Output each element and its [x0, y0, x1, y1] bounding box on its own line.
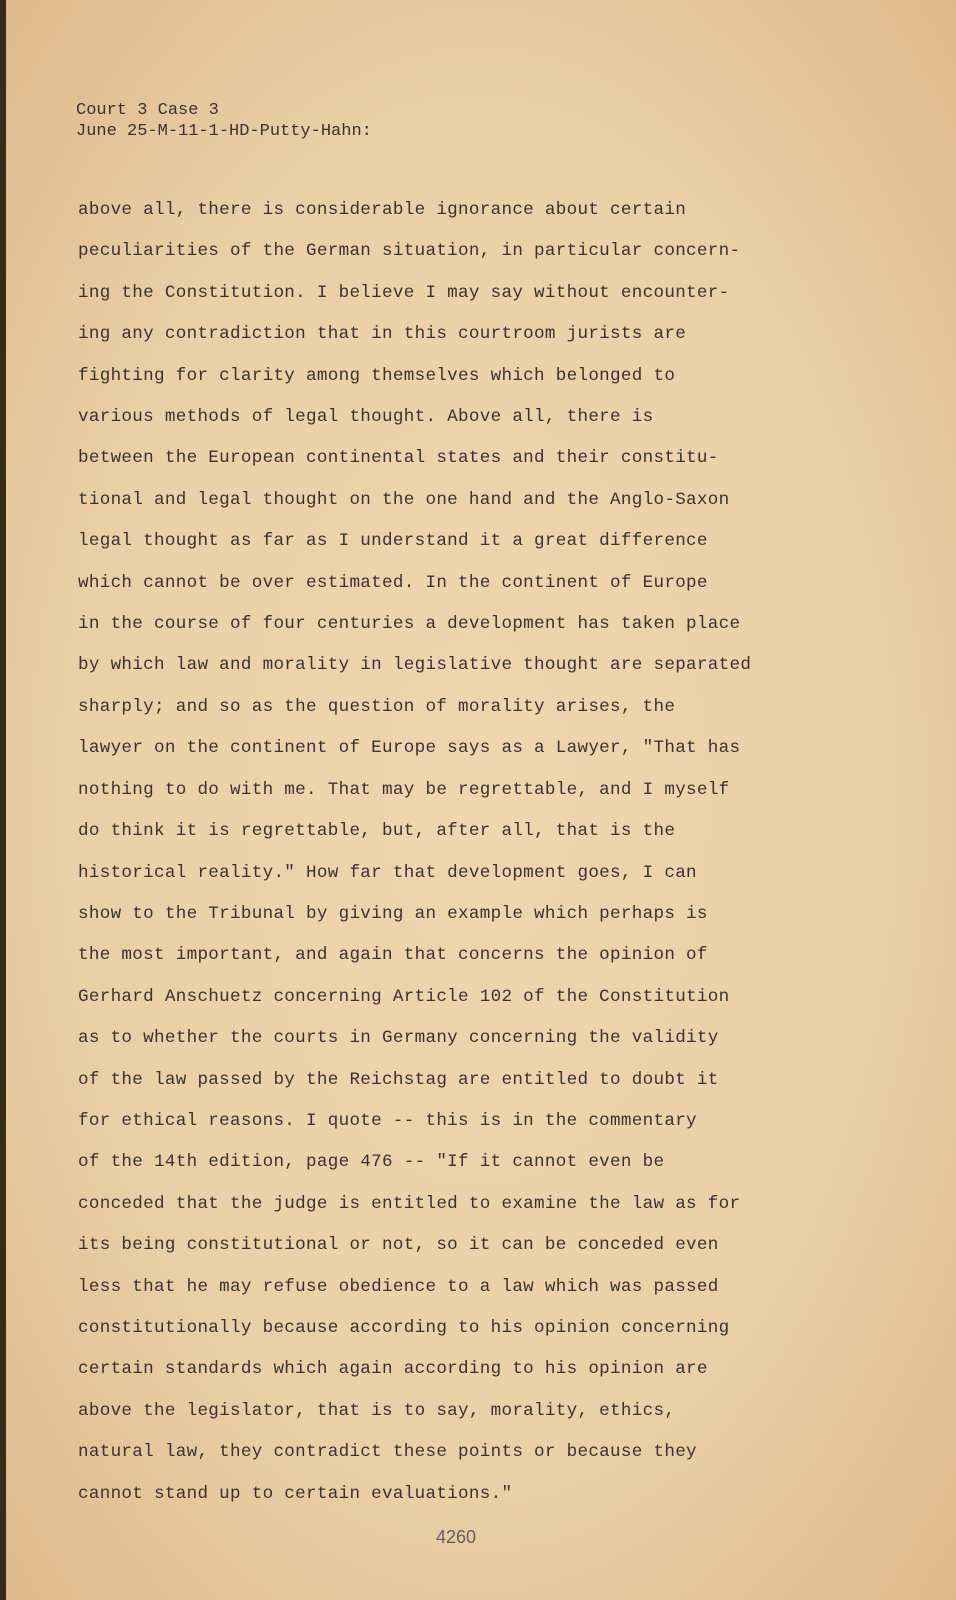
- transcript-line: constitutionally because according to his opinion concerning: [78, 1317, 730, 1338]
- transcript-line: historical reality." How far that development goes, I can: [78, 862, 697, 883]
- transcript-line: lawyer on the continent of Europe says as a Lawyer, "That has: [78, 738, 741, 759]
- transcript-line: legal thought as far as I understand it a great difference: [78, 531, 708, 552]
- transcript-line: ing any contradiction that in this courtroom jurists are: [78, 324, 687, 345]
- transcript-line: which cannot be over estimated. In the continent of Europe: [78, 572, 708, 593]
- transcript-line: cannot stand up to certain evaluations.": [78, 1483, 513, 1504]
- transcript-line: for ethical reasons. I quote -- this is in the commentary: [78, 1110, 697, 1131]
- transcript-line: various methods of legal thought. Above all, there is: [78, 407, 654, 428]
- transcript-line: less that he may refuse obedience to a law which was passed: [78, 1276, 719, 1297]
- header-session-info: June 25-M-11-1-HD-Putty-Hahn:: [76, 122, 372, 141]
- transcript-line: show to the Tribunal by giving an example which perhaps is: [78, 903, 708, 924]
- transcript-line: as to whether the courts in Germany concerning the validity: [78, 1028, 719, 1049]
- transcript-line: fighting for clarity among themselves which belonged to: [78, 365, 676, 386]
- page-number: 4260: [436, 1527, 477, 1547]
- transcript-line: nothing to do with me. That may be regrettable, and I myself: [78, 779, 730, 800]
- transcript-line: above the legislator, that is to say, morality, ethics,: [78, 1400, 676, 1421]
- transcript-line: sharply; and so as the question of morality arises, the: [78, 696, 676, 717]
- transcript-body: [78, 190, 858, 1515]
- transcript-line: do think it is regrettable, but, after all, that is the: [78, 821, 676, 842]
- document-header: [76, 100, 372, 142]
- transcript-line: conceded that the judge is entitled to examine the law as for: [78, 1193, 741, 1214]
- transcript-line: above all, there is considerable ignorance about certain: [78, 200, 687, 220]
- transcript-line: of the law passed by the Reichstag are entitled to doubt it: [78, 1069, 719, 1090]
- header-court-case: Court 3 Case 3: [76, 101, 219, 120]
- transcript-line: between the European continental states and their constitu-: [78, 448, 719, 469]
- transcript-line: peculiarities of the German situation, in particular concern-: [78, 241, 741, 262]
- page-binding-edge: [0, 0, 6, 1600]
- transcript-line: tional and legal thought on the one hand and the Anglo-Saxon: [78, 489, 730, 510]
- transcript-line: certain standards which again according to his opinion are: [78, 1359, 708, 1380]
- transcript-line: Gerhard Anschuetz concerning Article 102 of the Constitution: [78, 986, 730, 1007]
- transcript-line: ing the Constitution. I believe I may say without encounter-: [78, 282, 730, 303]
- transcript-line: its being constitutional or not, so it can be conceded even: [78, 1235, 719, 1256]
- transcript-line: the most important, and again that concerns the opinion of: [78, 945, 708, 966]
- transcript-line: natural law, they contradict these points or because they: [78, 1442, 697, 1463]
- transcript-line: of the 14th edition, page 476 -- "If it cannot even be: [78, 1152, 665, 1173]
- transcript-line: in the course of four centuries a development has taken place: [78, 614, 741, 635]
- transcript-line: by which law and morality in legislative thought are separated: [78, 655, 752, 676]
